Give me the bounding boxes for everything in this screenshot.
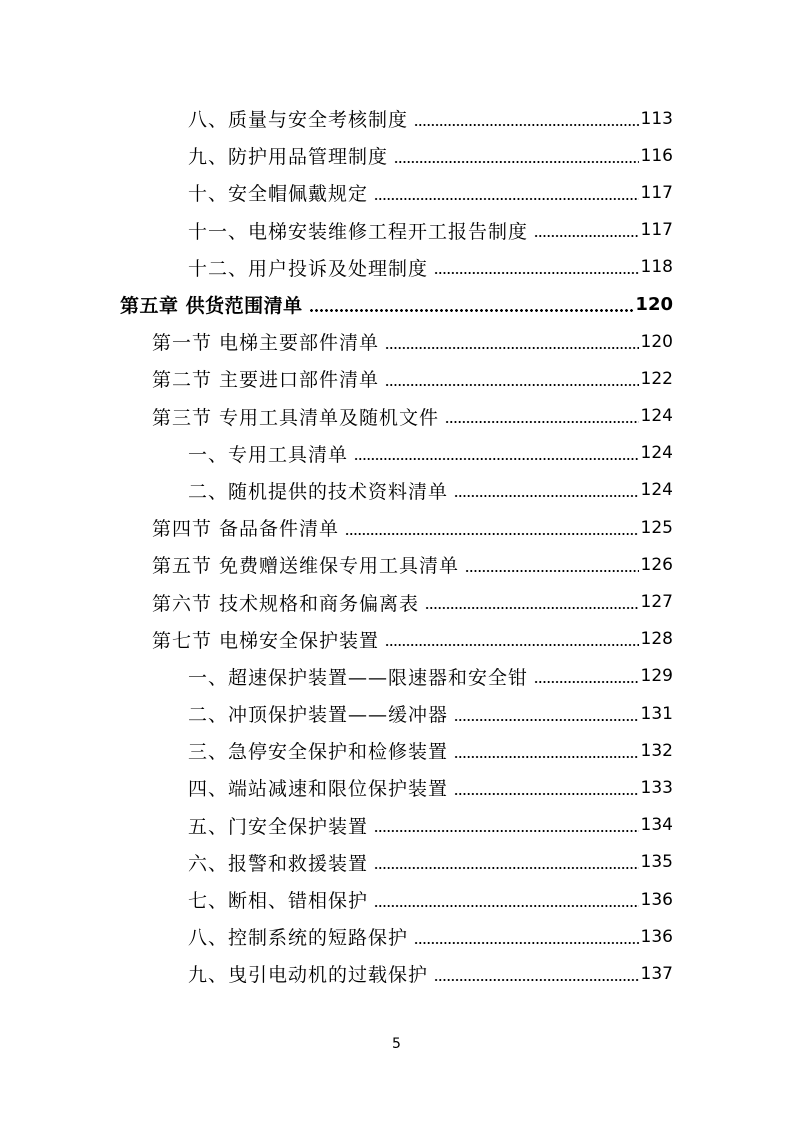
toc-entry-title: 三、急停安全保护和检修装置 xyxy=(188,741,449,764)
toc-dot-leader xyxy=(385,384,639,386)
toc-entry-title: 二、随机提供的技术资料清单 xyxy=(188,480,449,503)
toc-section-entry[interactable] xyxy=(0,546,793,583)
toc-dot-leader xyxy=(454,793,639,795)
toc-entry-title: 一、超速保护装置——限速器和安全钳 xyxy=(188,666,529,689)
toc-entry-title: 第四节 备品备件清单 xyxy=(152,518,340,541)
toc-dot-leader xyxy=(354,458,639,460)
toc-section-entry[interactable] xyxy=(0,621,793,658)
toc-entry-page-number: 125 xyxy=(640,517,673,538)
toc-entry-page-number: 133 xyxy=(640,777,673,798)
toc-dot-leader xyxy=(414,124,639,126)
toc-dot-leader xyxy=(374,830,639,832)
toc-entry-page-number: 113 xyxy=(640,108,673,129)
toc-dot-leader xyxy=(434,979,639,981)
toc-entry-title: 一、专用工具清单 xyxy=(188,443,349,466)
toc-subsection-entry[interactable] xyxy=(0,807,793,844)
toc-chapter-entry[interactable] xyxy=(0,286,793,323)
table-of-contents xyxy=(0,100,793,993)
toc-dot-leader xyxy=(454,495,639,497)
toc-entry-title: 十一、电梯安装维修工程开工报告制度 xyxy=(188,220,529,243)
toc-subsection-entry[interactable] xyxy=(0,100,793,137)
toc-subsection-entry[interactable] xyxy=(0,137,793,174)
toc-dot-leader xyxy=(454,719,639,721)
toc-section-entry[interactable] xyxy=(0,323,793,360)
toc-dot-leader xyxy=(445,421,639,423)
toc-entry-page-number: 122 xyxy=(640,368,673,389)
toc-entry-title: 八、质量与安全考核制度 xyxy=(188,109,409,132)
toc-entry-title: 六、报警和救援装置 xyxy=(188,852,369,875)
toc-entry-title: 十二、用户投诉及处理制度 xyxy=(188,257,429,280)
toc-entry-page-number: 118 xyxy=(640,257,673,278)
toc-subsection-entry[interactable] xyxy=(0,472,793,509)
toc-section-entry[interactable] xyxy=(0,360,793,397)
toc-entry-title: 第五章 供货范围清单 xyxy=(120,295,303,318)
toc-dot-leader xyxy=(345,533,639,535)
toc-entry-page-number: 128 xyxy=(640,629,673,650)
toc-subsection-entry[interactable] xyxy=(0,435,793,472)
toc-subsection-entry[interactable] xyxy=(0,844,793,881)
toc-entry-page-number: 129 xyxy=(640,666,673,687)
toc-entry-page-number: 124 xyxy=(640,480,673,501)
toc-section-entry[interactable] xyxy=(0,398,793,435)
toc-entry-title: 四、端站减速和限位保护装置 xyxy=(188,778,449,801)
toc-subsection-entry[interactable] xyxy=(0,658,793,695)
toc-entry-page-number: 132 xyxy=(640,740,673,761)
toc-entry-title: 五、门安全保护装置 xyxy=(188,815,369,838)
toc-dot-leader xyxy=(374,905,639,907)
toc-subsection-entry[interactable] xyxy=(0,881,793,918)
toc-subsection-entry[interactable] xyxy=(0,769,793,806)
toc-entry-page-number: 134 xyxy=(640,815,673,836)
toc-dot-leader xyxy=(465,570,639,572)
toc-entry-page-number: 117 xyxy=(640,182,673,203)
toc-entry-page-number: 127 xyxy=(640,592,673,613)
toc-entry-title: 二、冲顶保护装置——缓冲器 xyxy=(188,704,449,727)
toc-dot-leader xyxy=(385,347,639,349)
toc-dot-leader xyxy=(414,942,639,944)
toc-entry-page-number: 116 xyxy=(640,145,673,166)
toc-dot-leader xyxy=(434,272,639,274)
toc-entry-title: 八、控制系统的短路保护 xyxy=(188,927,409,950)
toc-subsection-entry[interactable] xyxy=(0,249,793,286)
toc-subsection-entry[interactable] xyxy=(0,695,793,732)
toc-entry-title: 第五节 免费赠送维保专用工具清单 xyxy=(152,555,460,578)
toc-subsection-entry[interactable] xyxy=(0,174,793,211)
toc-entry-page-number: 117 xyxy=(640,220,673,241)
toc-entry-page-number: 120 xyxy=(635,294,673,316)
toc-entry-page-number: 136 xyxy=(640,889,673,910)
toc-dot-leader xyxy=(454,756,639,758)
toc-subsection-entry[interactable] xyxy=(0,955,793,992)
toc-dot-leader xyxy=(374,198,639,200)
toc-entry-page-number: 135 xyxy=(640,852,673,873)
toc-entry-page-number: 131 xyxy=(640,703,673,724)
toc-dot-leader xyxy=(394,161,639,163)
toc-entry-title: 十、安全帽佩戴规定 xyxy=(188,183,369,206)
toc-subsection-entry[interactable] xyxy=(0,212,793,249)
toc-entry-title: 第七节 电梯安全保护装置 xyxy=(152,629,380,652)
toc-entry-title: 九、防护用品管理制度 xyxy=(188,146,389,169)
toc-entry-page-number: 120 xyxy=(640,331,673,352)
toc-subsection-entry[interactable] xyxy=(0,732,793,769)
toc-entry-page-number: 124 xyxy=(640,406,673,427)
toc-entry-page-number: 126 xyxy=(640,554,673,575)
toc-dot-leader xyxy=(425,607,639,609)
toc-entry-title: 第一节 电梯主要部件清单 xyxy=(152,332,380,355)
toc-dot-leader xyxy=(385,644,639,646)
toc-entry-title: 九、曳引电动机的过载保护 xyxy=(188,964,429,987)
toc-entry-page-number: 137 xyxy=(640,963,673,984)
toc-dot-leader xyxy=(374,867,639,869)
toc-dot-leader xyxy=(309,309,634,312)
toc-entry-page-number: 136 xyxy=(640,926,673,947)
toc-entry-title: 第三节 专用工具清单及随机文件 xyxy=(152,406,440,429)
toc-entry-title: 第二节 主要进口部件清单 xyxy=(152,369,380,392)
toc-entry-title: 七、断相、错相保护 xyxy=(188,890,369,913)
toc-entry-page-number: 124 xyxy=(640,443,673,464)
toc-entry-title: 第六节 技术规格和商务偏离表 xyxy=(152,592,420,615)
toc-section-entry[interactable] xyxy=(0,509,793,546)
toc-dot-leader xyxy=(534,235,639,237)
page-number: 5 xyxy=(392,1036,401,1052)
toc-subsection-entry[interactable] xyxy=(0,918,793,955)
toc-dot-leader xyxy=(534,681,639,683)
toc-section-entry[interactable] xyxy=(0,583,793,620)
